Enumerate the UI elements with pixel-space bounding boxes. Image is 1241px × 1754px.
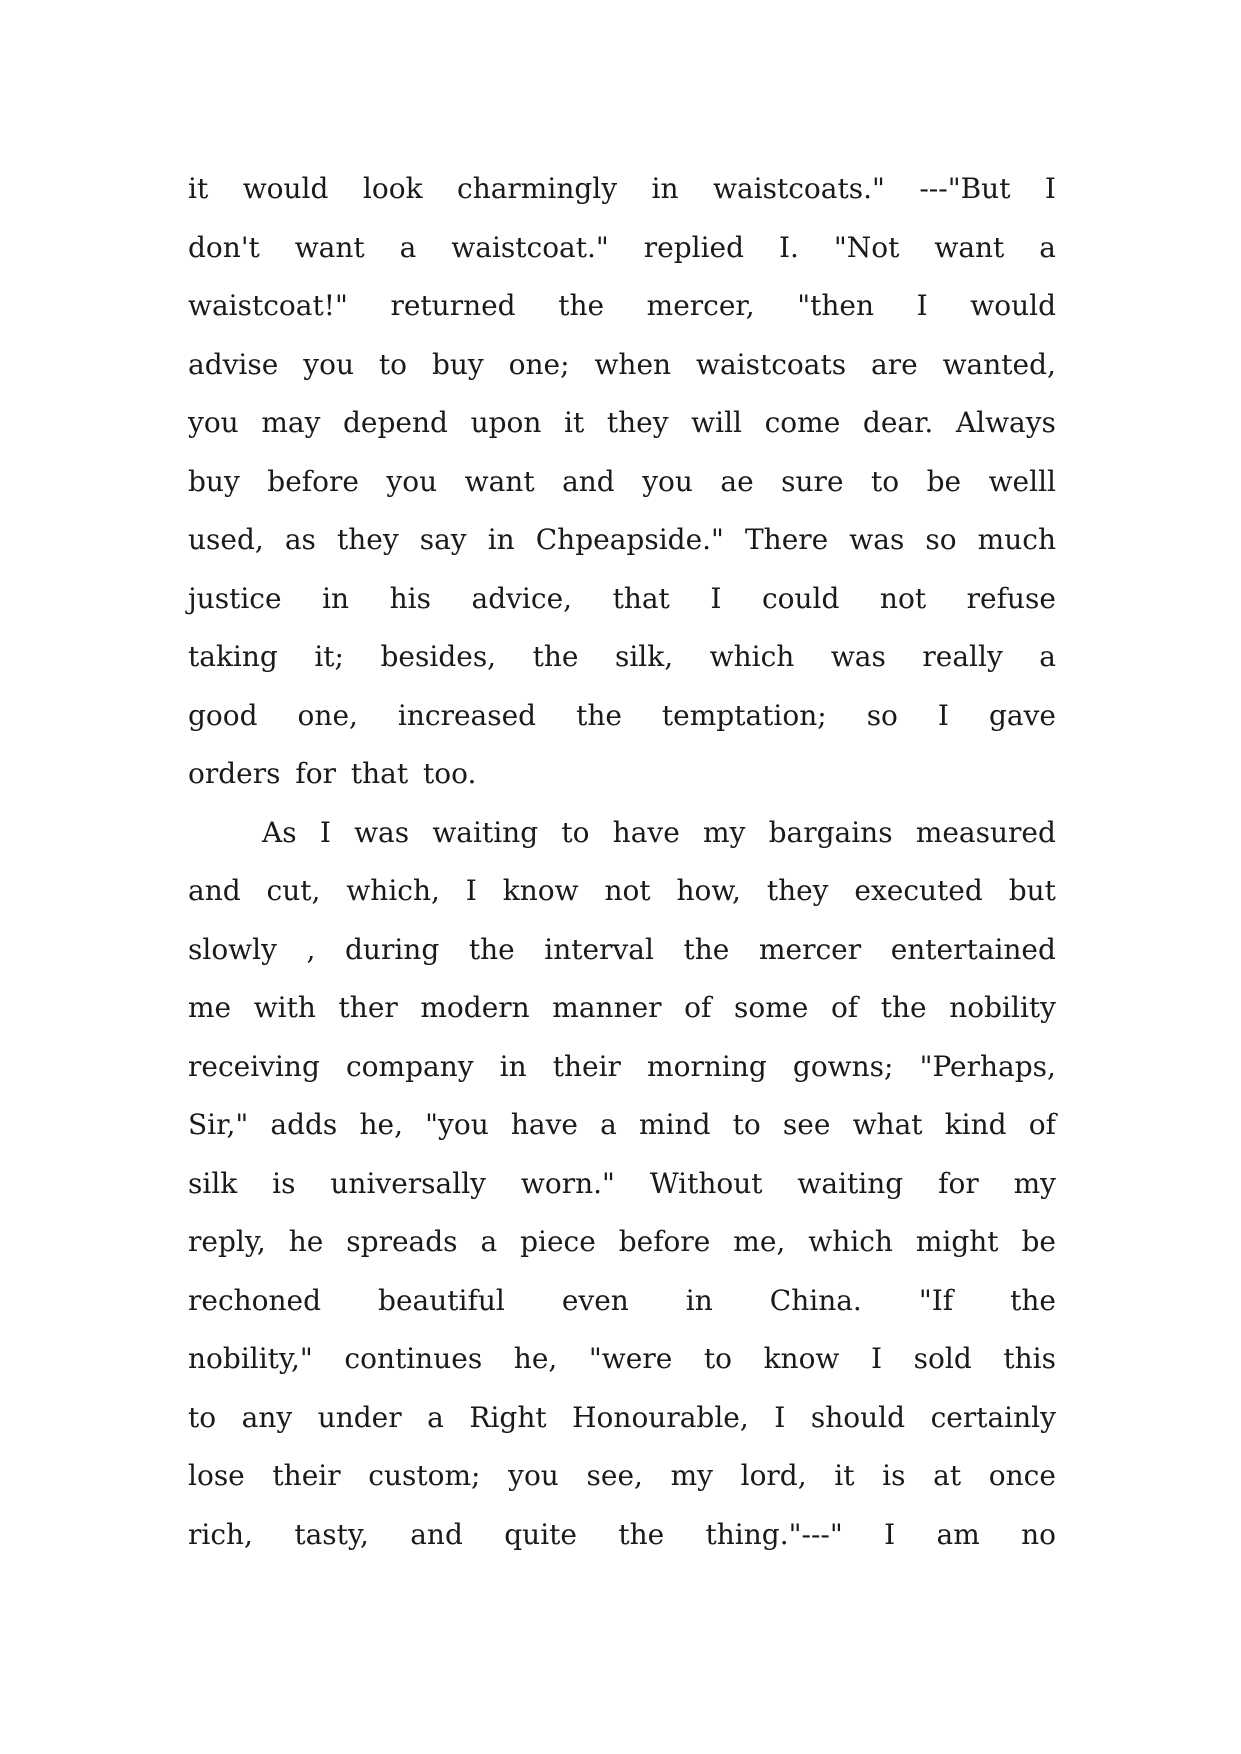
word: waiting — [432, 815, 539, 849]
word: so — [866, 698, 898, 732]
text-line — [188, 394, 1056, 453]
word: custom; — [368, 1459, 481, 1492]
word: to — [188, 1400, 217, 1434]
word: universally — [330, 1166, 486, 1200]
word: he — [288, 1225, 324, 1258]
word: not — [604, 874, 651, 907]
word: adds — [270, 1108, 338, 1141]
word: of — [684, 991, 712, 1024]
word: should — [810, 1400, 906, 1434]
word: interval — [544, 932, 654, 966]
word: kind — [944, 1108, 1007, 1141]
word: executed — [854, 874, 983, 907]
word: silk, — [614, 640, 674, 673]
word: quite — [504, 1517, 577, 1551]
word: it — [564, 406, 585, 439]
word: might — [915, 1225, 999, 1258]
word: once — [988, 1459, 1056, 1492]
word: wanted, — [942, 347, 1056, 381]
word: they — [606, 406, 669, 439]
word: this — [1003, 1342, 1056, 1375]
word: would — [242, 172, 329, 205]
word: you — [642, 464, 693, 498]
word: dear. — [862, 406, 934, 439]
word: temptation; — [661, 698, 827, 732]
word: Sir," — [188, 1108, 249, 1141]
word: the — [532, 640, 579, 673]
word: justice — [188, 581, 282, 615]
word: which — [808, 1225, 893, 1258]
word: waistcoats — [696, 347, 847, 381]
word: in — [322, 581, 350, 615]
word: how, — [676, 874, 741, 907]
word: he, — [513, 1342, 558, 1375]
word: and — [562, 464, 615, 498]
word: have — [510, 1108, 579, 1141]
word: "you — [425, 1108, 489, 1141]
word: my — [1013, 1166, 1056, 1200]
word: as — [284, 523, 316, 556]
word: be — [1021, 1225, 1056, 1258]
word: increased — [397, 698, 537, 732]
word: "then — [797, 289, 874, 322]
text-line — [188, 336, 1056, 395]
word: spreads — [346, 1225, 458, 1258]
text-line — [188, 979, 1056, 1038]
word: measured — [915, 815, 1056, 849]
word: rich, — [188, 1517, 253, 1551]
word: will — [691, 406, 742, 439]
word: that — [612, 581, 670, 615]
word: in — [651, 172, 679, 205]
word: no — [1021, 1517, 1056, 1551]
text-line: orders for that too. — [188, 757, 477, 790]
word: ---"But — [919, 172, 1011, 205]
word: tasty, — [294, 1517, 369, 1551]
text-line — [188, 160, 1056, 219]
word: the — [683, 932, 730, 966]
text-line — [188, 277, 1056, 336]
word: gowns; — [792, 1049, 894, 1083]
word: I — [937, 698, 949, 732]
word: ther — [338, 991, 398, 1024]
word: is — [882, 1459, 906, 1492]
word: of — [830, 991, 859, 1024]
word: the — [468, 932, 515, 966]
word: look — [362, 172, 423, 205]
word: bargains — [768, 815, 893, 849]
word: piece — [520, 1225, 596, 1258]
word: rechoned — [188, 1283, 322, 1317]
word: I — [710, 581, 722, 615]
word: used, — [188, 523, 264, 556]
word: it — [188, 172, 209, 205]
word: I — [774, 1400, 786, 1434]
word: nobility — [949, 991, 1056, 1024]
word: a — [399, 230, 417, 264]
word: he, — [359, 1108, 403, 1141]
word: manner — [552, 991, 662, 1024]
word: sold — [913, 1342, 972, 1375]
text-line — [188, 570, 1056, 629]
word: not — [879, 581, 927, 615]
text-line — [188, 1330, 1056, 1389]
word: was — [830, 640, 886, 673]
word: waistcoat!" — [188, 289, 348, 322]
word: in — [499, 1049, 527, 1083]
word: really — [922, 640, 1003, 673]
word: want — [934, 230, 1005, 264]
text-line — [188, 628, 1056, 687]
word: to — [732, 1108, 761, 1141]
word: come — [764, 406, 841, 439]
word: and — [410, 1517, 463, 1551]
word: which — [709, 640, 795, 673]
word: you — [386, 464, 438, 498]
word: I — [884, 1517, 896, 1551]
word: his — [389, 581, 431, 615]
word: refuse — [966, 581, 1056, 615]
word: "Not — [833, 230, 900, 264]
word: want — [294, 230, 365, 264]
word: even — [561, 1283, 629, 1317]
word: mercer — [758, 932, 862, 966]
word: you — [188, 406, 239, 439]
paragraph-first-line — [188, 804, 1056, 863]
word: have — [612, 815, 680, 849]
word: receiving — [188, 1049, 320, 1083]
word: see — [782, 1108, 831, 1141]
word: , — [306, 932, 316, 966]
word: certainly — [930, 1400, 1056, 1434]
word: and — [188, 874, 241, 907]
word: see, — [586, 1459, 643, 1492]
word: I — [465, 874, 477, 907]
word: As — [262, 815, 297, 849]
word: you — [508, 1459, 559, 1492]
word: to — [561, 815, 590, 849]
word: besides, — [380, 640, 497, 673]
word: good — [188, 698, 258, 732]
text-line — [188, 453, 1056, 512]
word: in — [685, 1283, 713, 1317]
word: the — [880, 991, 927, 1024]
word: taking — [188, 640, 278, 673]
word: could — [761, 581, 840, 615]
word: may — [261, 406, 321, 439]
word: Right — [469, 1400, 547, 1434]
word: which, — [346, 874, 440, 907]
word: the — [1010, 1283, 1056, 1317]
word: lord, — [740, 1459, 807, 1492]
word: "Perhaps, — [919, 1049, 1056, 1083]
word: know — [502, 874, 579, 907]
word: company — [346, 1049, 474, 1083]
word: sure — [781, 464, 844, 498]
word: with — [253, 991, 316, 1024]
word: "If — [918, 1283, 954, 1317]
word: There — [744, 523, 829, 556]
word: upon — [470, 406, 542, 439]
word: say — [419, 523, 467, 556]
word: before — [618, 1225, 711, 1258]
word: you — [303, 347, 354, 381]
word: be — [926, 464, 962, 498]
word: charmingly — [457, 172, 618, 205]
word: am — [936, 1517, 980, 1551]
word: mind — [639, 1108, 711, 1141]
word: cut, — [266, 874, 321, 907]
word: during — [344, 932, 440, 966]
text-line — [188, 511, 1056, 570]
word: reply, — [188, 1225, 266, 1258]
word: under — [317, 1400, 402, 1434]
word: entertained — [890, 932, 1056, 966]
word: a — [427, 1400, 444, 1434]
word: was — [849, 523, 905, 556]
word: one; — [508, 347, 570, 381]
word: they — [336, 523, 399, 556]
word: waiting — [797, 1166, 904, 1200]
word: morning — [647, 1049, 767, 1083]
word: mercer, — [646, 289, 755, 322]
word: before — [267, 464, 359, 498]
word: much — [977, 523, 1056, 556]
word: are — [871, 347, 918, 381]
word: I — [916, 289, 928, 322]
word: modern — [420, 991, 530, 1024]
word: China. — [769, 1283, 862, 1317]
text-line — [188, 1272, 1056, 1331]
word: I — [319, 815, 331, 849]
word: would — [970, 289, 1056, 322]
text-line — [188, 687, 1056, 746]
text-line — [188, 921, 1056, 980]
word: advice, — [471, 581, 573, 615]
word: Chpeapside." — [535, 523, 724, 556]
word: buy — [431, 347, 484, 381]
word: advise — [188, 347, 279, 381]
text-line — [188, 1506, 1056, 1565]
word: to — [703, 1342, 732, 1375]
word: waistcoat." — [451, 230, 609, 264]
word: buy — [188, 464, 240, 498]
word: one, — [297, 698, 358, 732]
word: a — [1039, 640, 1056, 673]
word: me — [188, 991, 232, 1024]
word: it; — [314, 640, 344, 673]
word: Always — [955, 406, 1056, 439]
text-line — [188, 219, 1056, 278]
word: is — [272, 1166, 296, 1200]
word: the — [558, 289, 605, 322]
word: it — [834, 1459, 855, 1492]
word: to — [871, 464, 900, 498]
word: replied — [643, 230, 745, 264]
word: what — [852, 1108, 923, 1141]
word: I. — [778, 230, 799, 264]
body-text — [188, 160, 1056, 1564]
word: slowly — [188, 932, 277, 966]
word: me, — [733, 1225, 786, 1258]
word: waistcoats." — [712, 172, 885, 205]
word: I — [1044, 172, 1056, 205]
word: they — [766, 874, 829, 907]
word: Honourable, — [572, 1400, 749, 1434]
word: the — [618, 1517, 665, 1551]
word: some — [733, 991, 809, 1024]
word: I — [871, 1342, 883, 1375]
text-line — [188, 1213, 1056, 1272]
word: don't — [188, 230, 260, 264]
word: any — [241, 1400, 293, 1434]
word: in — [487, 523, 515, 556]
word: for — [938, 1166, 979, 1200]
text-line — [188, 1096, 1056, 1155]
word: my — [670, 1459, 713, 1492]
text-line — [188, 1447, 1056, 1506]
word: a — [480, 1225, 498, 1258]
word: thing."---" — [705, 1517, 843, 1551]
word: their — [552, 1049, 621, 1083]
word: silk — [188, 1166, 238, 1200]
word: want — [464, 464, 535, 498]
word: a — [1039, 230, 1056, 264]
word: welll — [988, 464, 1056, 498]
word: depend — [343, 406, 448, 439]
word: beautiful — [378, 1283, 505, 1317]
word: at — [933, 1459, 962, 1492]
word: when — [594, 347, 672, 381]
text-line — [188, 1038, 1056, 1097]
text-line — [188, 1389, 1056, 1448]
word: but — [1008, 874, 1056, 907]
word: lose — [188, 1459, 245, 1492]
word: ae — [720, 464, 754, 498]
word: was — [354, 815, 410, 849]
word: know — [763, 1342, 840, 1375]
word: of — [1028, 1108, 1056, 1141]
word: to — [378, 347, 408, 381]
word: the — [576, 698, 622, 732]
word: so — [925, 523, 957, 556]
word: a — [600, 1108, 617, 1141]
text-line — [188, 862, 1056, 921]
word: continues — [344, 1342, 483, 1375]
word: gave — [988, 698, 1056, 732]
word: returned — [390, 289, 516, 322]
text-line — [188, 1155, 1056, 1214]
word: their — [272, 1459, 341, 1492]
word: nobility," — [188, 1342, 313, 1375]
word: worn." — [520, 1166, 615, 1200]
word: my — [703, 815, 746, 849]
word: Without — [649, 1166, 763, 1200]
word: "were — [588, 1342, 673, 1375]
